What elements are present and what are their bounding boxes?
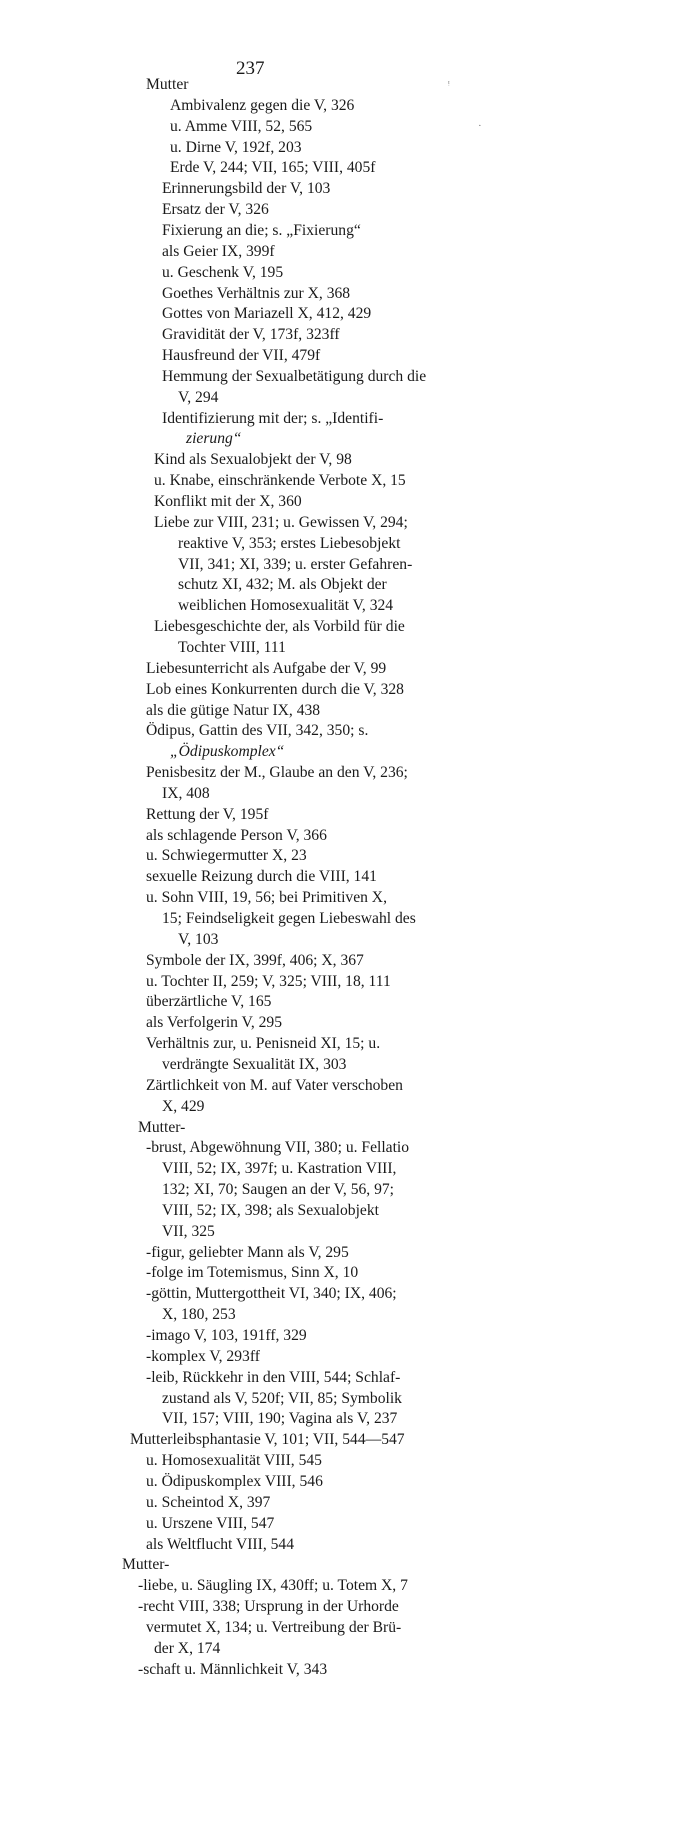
index-line: Liebesunterricht als Aufgabe der V, 99 bbox=[146, 659, 387, 677]
index-line: Gottes von Mariazell X, 412, 429 bbox=[162, 305, 372, 323]
index-line: Tochter VIII, 111 bbox=[178, 638, 286, 656]
index-line: -komplex V, 293ff bbox=[146, 1347, 260, 1365]
index-line: als Weltflucht VIII, 544 bbox=[146, 1535, 295, 1553]
index-line: Ersatz der V, 326 bbox=[162, 201, 269, 219]
index-line: u. Dirne V, 192f, 203 bbox=[170, 138, 302, 156]
index-line: X, 180, 253 bbox=[162, 1306, 236, 1324]
index-line: u. Schwiegermutter X, 23 bbox=[146, 847, 307, 865]
index-line: schutz XI, 432; M. als Objekt der bbox=[178, 576, 387, 594]
index-line: Hemmung der Sexualbetätigung durch die bbox=[162, 367, 427, 385]
index-line: -folge im Totemismus, Sinn X, 10 bbox=[146, 1264, 359, 1282]
index-line: Verhältnis zur, u. Penisneid XI, 15; u. bbox=[146, 1035, 381, 1053]
print-speck-1: ᵎ bbox=[448, 78, 450, 90]
index-line: IX, 408 bbox=[162, 784, 210, 802]
index-line: reaktive V, 353; erstes Liebesobjekt bbox=[178, 534, 401, 552]
page-number: 237 bbox=[236, 58, 265, 79]
index-line: vermutet X, 134; u. Vertreibung der Brü- bbox=[146, 1618, 402, 1636]
index-line: u. Geschenk V, 195 bbox=[162, 263, 284, 281]
index-line: Konflikt mit der X, 360 bbox=[154, 493, 302, 510]
index-line: -leib, Rückkehr in den VIII, 544; Schlaf- bbox=[146, 1368, 401, 1386]
index-line: u. Knabe, einschränkende Verbote X, 15 bbox=[154, 472, 406, 490]
index-line: der X, 174 bbox=[154, 1639, 221, 1657]
index-line: u. Amme VIII, 52, 565 bbox=[170, 117, 313, 135]
index-line: Liebe zur VIII, 231; u. Gewissen V, 294; bbox=[154, 513, 408, 531]
index-line: u. Ödipuskomplex VIII, 546 bbox=[146, 1472, 323, 1490]
index-line: als Geier IX, 399f bbox=[162, 242, 275, 260]
index-line: VII, 341; XI, 339; u. erster Gefahren- bbox=[178, 555, 413, 573]
index-line: VII, 325 bbox=[162, 1222, 215, 1240]
index-line: -liebe, u. Säugling IX, 430ff; u. Totem X, 7 bbox=[138, 1577, 408, 1595]
index-line: u. Tochter II, 259; V, 325; VIII, 18, 111 bbox=[146, 972, 391, 990]
index-line: -figur, geliebter Mann als V, 295 bbox=[146, 1243, 349, 1261]
index-line: -recht VIII, 338; Ursprung in der Urhorde bbox=[138, 1598, 399, 1616]
index-line: V, 294 bbox=[178, 388, 219, 406]
index-line: „Ödipuskomplex“ bbox=[170, 743, 285, 761]
index-line: überzärtliche V, 165 bbox=[146, 993, 272, 1011]
index-line: Symbole der IX, 399f, 406; X, 367 bbox=[146, 951, 364, 969]
index-line: Rettung der V, 195f bbox=[146, 805, 269, 823]
print-speck-2: · bbox=[478, 120, 482, 132]
index-line: Goethes Verhältnis zur X, 368 bbox=[162, 284, 351, 302]
index-line: sexuelle Reizung durch die VIII, 141 bbox=[146, 868, 377, 886]
index-line: -imago V, 103, 191ff, 329 bbox=[146, 1327, 307, 1344]
index-line: V, 103 bbox=[178, 930, 219, 948]
index-line: X, 429 bbox=[162, 1097, 205, 1115]
index-line: Mutter- bbox=[122, 1556, 170, 1574]
index-line: Kind als Sexualobjekt der V, 98 bbox=[154, 451, 352, 469]
index-line: u. Sohn VIII, 19, 56; bei Primitiven X, bbox=[146, 889, 387, 907]
index-line: Identifizierung mit der; s. „Identifi- bbox=[162, 409, 384, 427]
index-line: u. Urszene VIII, 547 bbox=[146, 1514, 275, 1532]
index-line: als Verfolgerin V, 295 bbox=[146, 1014, 283, 1032]
index-line: 132; XI, 70; Saugen an der V, 56, 97; bbox=[162, 1181, 395, 1199]
index-line: Mutter- bbox=[138, 1118, 186, 1136]
index-line: weiblichen Homosexualität V, 324 bbox=[178, 597, 394, 615]
index-line: -brust, Abgewöhnung VII, 380; u. Fellatio bbox=[146, 1139, 410, 1157]
index-line: Ödipus, Gattin des VII, 342, 350; s. bbox=[146, 722, 369, 740]
index-line: Lob eines Konkurrenten durch die V, 328 bbox=[146, 680, 404, 698]
index-line: Hausfreund der VII, 479f bbox=[162, 347, 321, 365]
index-line: Zärtlichkeit von M. auf Vater verschoben bbox=[146, 1076, 403, 1094]
index-line: Mutter bbox=[146, 76, 189, 93]
index-line: VIII, 52; IX, 398; als Sexualobjekt bbox=[162, 1201, 379, 1219]
index-line: u. Homosexualität VIII, 545 bbox=[146, 1452, 322, 1470]
index-line: VIII, 52; IX, 397f; u. Kastration VIII, bbox=[162, 1160, 397, 1178]
index-line: Erinnerungsbild der V, 103 bbox=[162, 180, 331, 198]
index-line: Penisbesitz der M., Glaube an den V, 236; bbox=[146, 764, 408, 782]
index-line: Erde V, 244; VII, 165; VIII, 405f bbox=[170, 159, 376, 177]
index-line: 15; Feindseligkeit gegen Liebeswahl des bbox=[162, 910, 416, 927]
index-line: als die gütige Natur IX, 438 bbox=[146, 701, 321, 719]
index-line: -schaft u. Männlichkeit V, 343 bbox=[138, 1660, 328, 1678]
index-line: zustand als V, 520f; VII, 85; Symbolik bbox=[162, 1389, 402, 1407]
index-line: Ambivalenz gegen die V, 326 bbox=[170, 96, 355, 114]
index-line: zierung“ bbox=[186, 430, 242, 448]
index-line: Mutterleibsphantasie V, 101; VII, 544—547 bbox=[130, 1431, 405, 1449]
index-line: -göttin, Muttergottheit VI, 340; IX, 406; bbox=[146, 1285, 397, 1303]
index-line: Gravidität der V, 173f, 323ff bbox=[162, 326, 340, 344]
index-line: verdrängte Sexualität IX, 303 bbox=[162, 1055, 347, 1073]
index-line: als schlagende Person V, 366 bbox=[146, 826, 327, 844]
index-line: VII, 157; VIII, 190; Vagina als V, 237 bbox=[162, 1410, 398, 1428]
index-line: Fixierung an die; s. „Fixierung“ bbox=[162, 221, 361, 239]
index-line: u. Scheintod X, 397 bbox=[146, 1493, 271, 1511]
index-line: Liebesgeschichte der, als Vorbild für die bbox=[154, 618, 405, 636]
